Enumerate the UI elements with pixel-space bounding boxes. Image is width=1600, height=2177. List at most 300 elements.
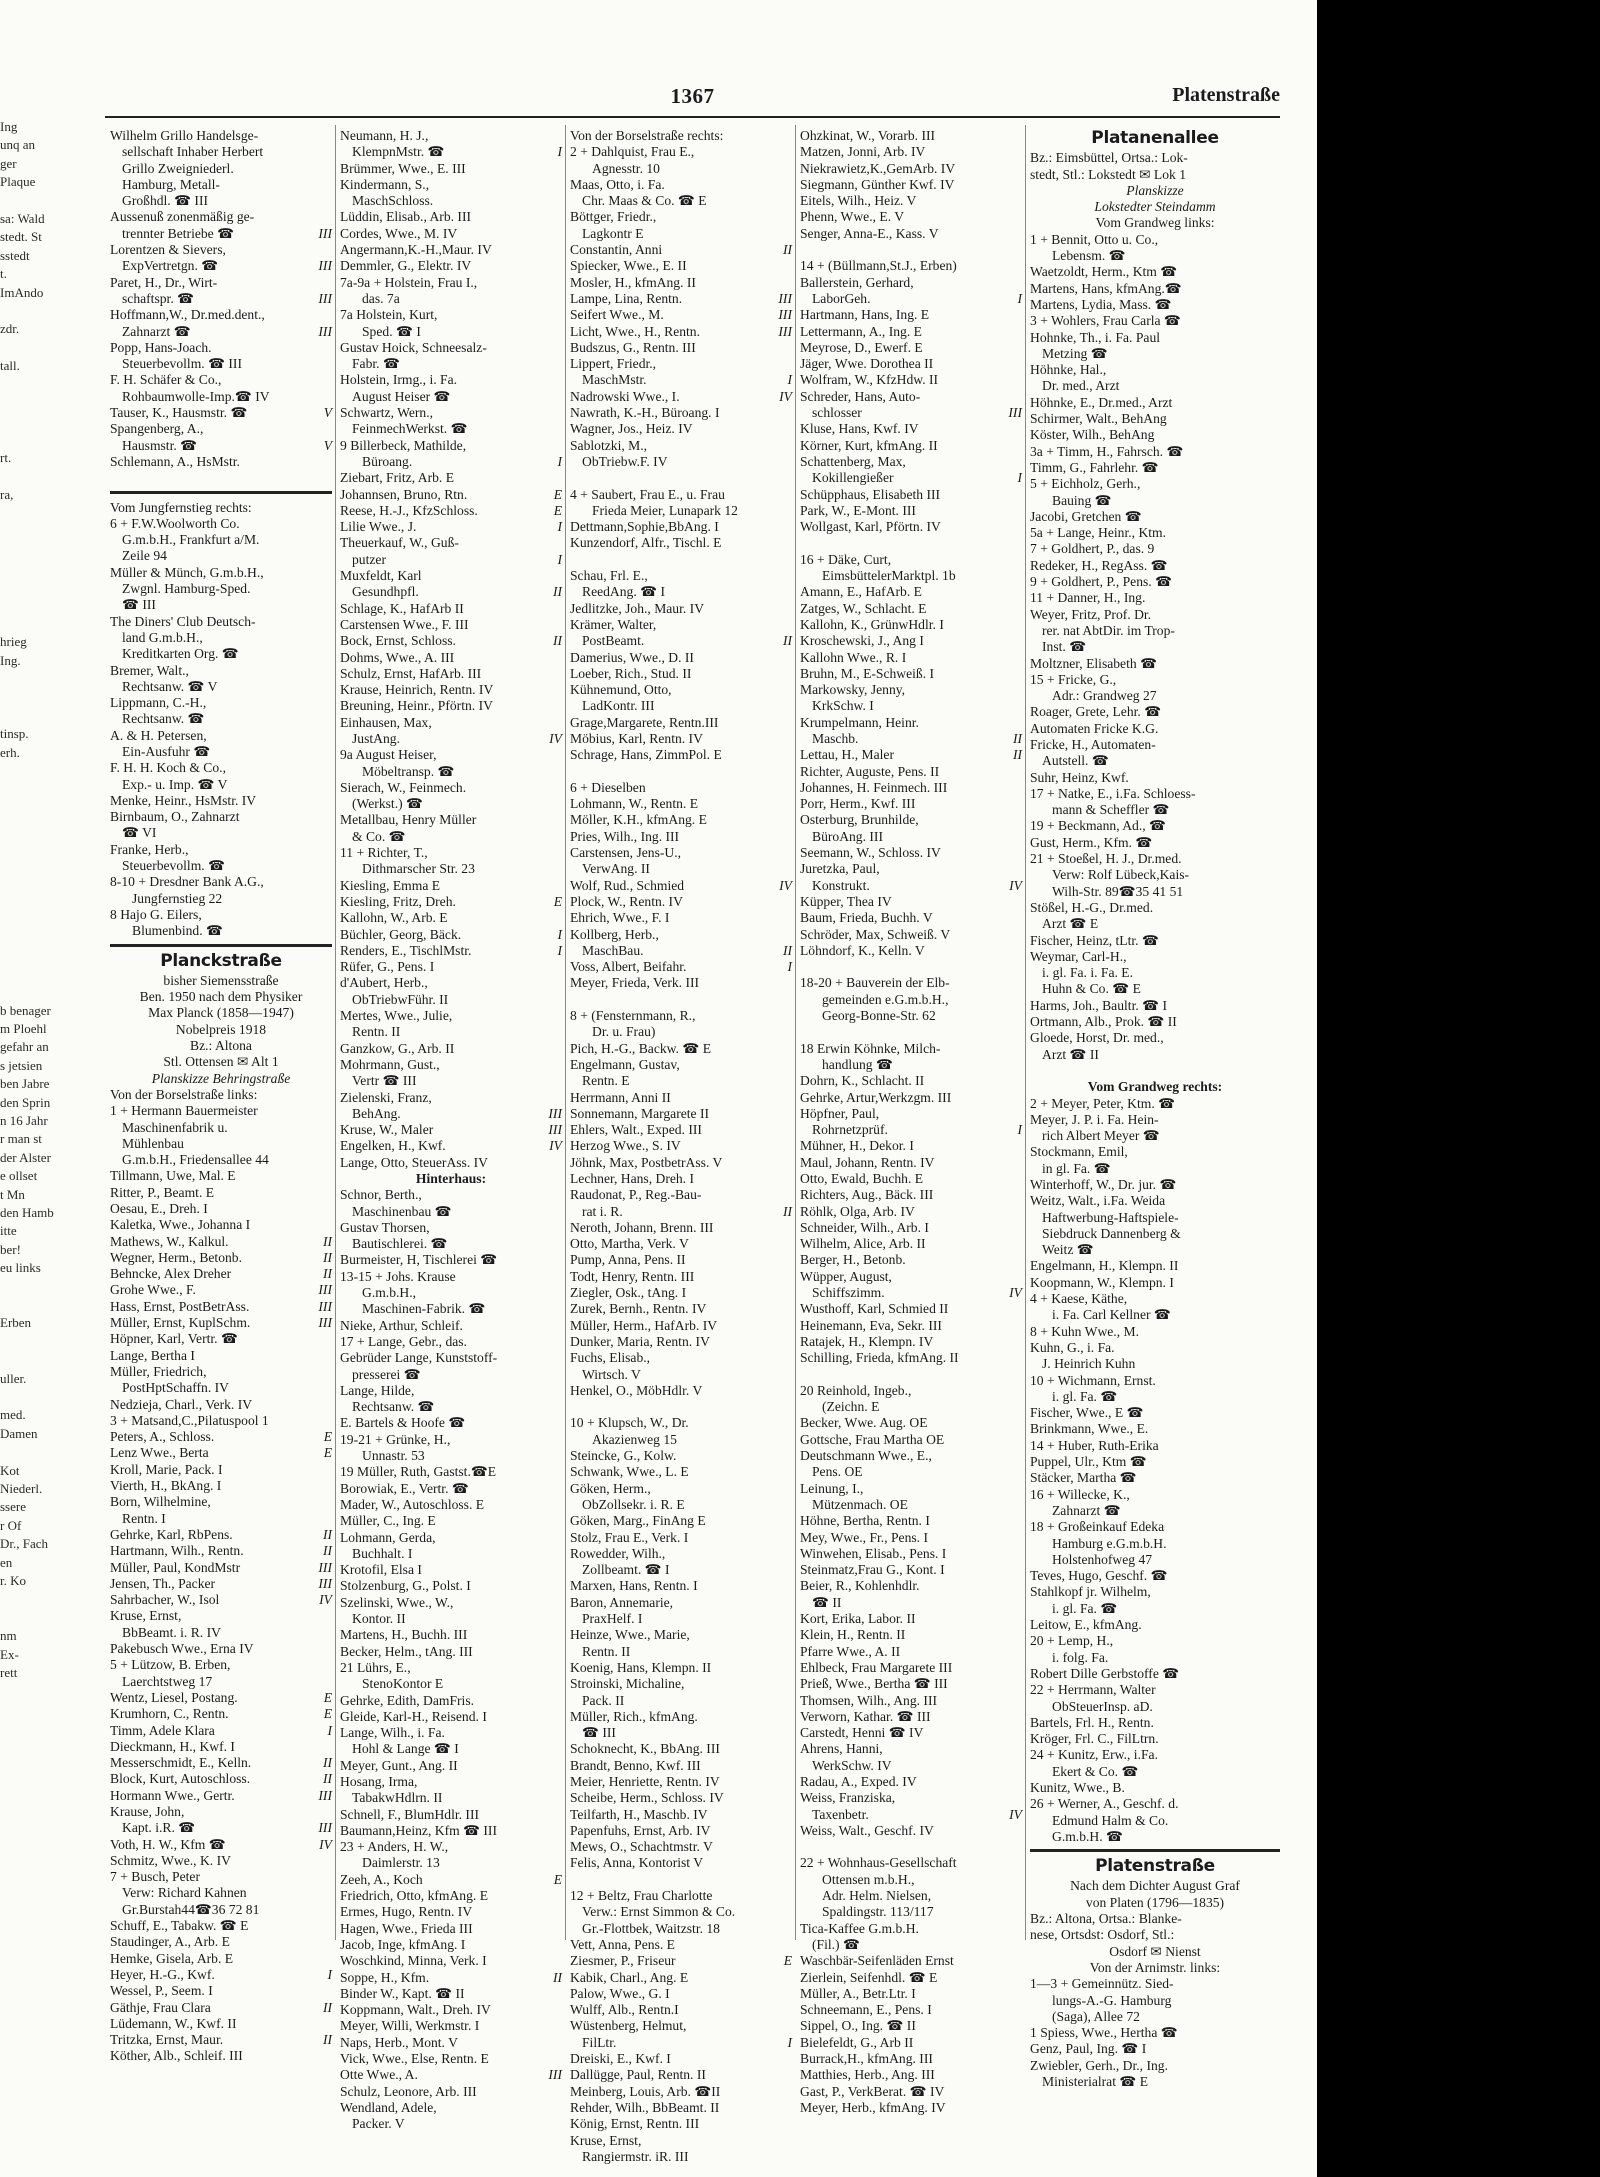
entry-text: Kroschewski, J., Ang I [800, 633, 924, 649]
entry-text: Schneider, Wilh., Arb. I [800, 1219, 929, 1235]
entry-text: Jacobi, Gretchen ☎ [1030, 508, 1142, 524]
entry-text: ☎ VI [122, 825, 157, 841]
margin-fragment: unq an [0, 137, 36, 153]
directory-entry [570, 1350, 792, 1366]
entry-text: Weiss, Walt., Geschf. IV [800, 1822, 934, 1838]
entry-text: Naps, Herb., Mont. V [340, 2034, 458, 2050]
directory-entry [110, 744, 332, 760]
entry-text: presserei ☎ [352, 1366, 421, 1382]
entry-text: Klein, H., Rentn. II [800, 1627, 906, 1643]
entry-text: Winwehen, Elisab., Pens. I [800, 1545, 947, 1561]
directory-entry [800, 1204, 1022, 1220]
entry-text: Stößel, H.-G., Dr.med. [1030, 899, 1154, 915]
entry-text: Otto, Ewald, Buchh. E [800, 1171, 924, 1186]
entry-text: Huhn & Co. ☎ E [1042, 981, 1141, 997]
entry-text: Constantin, Anni [570, 242, 663, 258]
directory-entry [570, 666, 792, 682]
directory-entry [570, 1187, 792, 1203]
directory-entry [800, 438, 1022, 454]
directory-entry [110, 1152, 332, 1168]
entry-text: Meyer, Herb., kfmAng. IV [800, 2099, 946, 2115]
entry-text: Kunitz, Wwe., B. [1030, 1779, 1125, 1795]
directory-entry [800, 1318, 1022, 1334]
entry-text: 15 + Fricke, G., [1030, 671, 1117, 687]
entry-text: Stäcker, Martha ☎ [1030, 1470, 1137, 1486]
entry-text: Pfarre Wwe., A. II [800, 1643, 901, 1659]
entry-text: Wulff, Alb., Rentn.I [570, 2002, 679, 2018]
margin-fragment [0, 799, 70, 817]
directory-entry [1030, 802, 1280, 818]
directory-entry [1030, 1389, 1280, 1405]
margin-fragment [0, 1591, 70, 1609]
page-number: 1367 [670, 84, 715, 108]
entry-text: Weiss, Franziska, [800, 1790, 896, 1806]
directory-entry [800, 1790, 1022, 1806]
directory-entry [1030, 330, 1280, 346]
column-1 [110, 128, 332, 2064]
directory-entry [570, 389, 792, 405]
entry-text: Baumann,Heinz, Kfm ☎ III [340, 1822, 497, 1838]
directory-entry [340, 1595, 562, 1611]
directory-entry [800, 796, 1022, 812]
margin-fragment [0, 1296, 70, 1314]
column-divider [335, 125, 336, 1940]
entry-text: Schlage, K., HafArb II [340, 600, 464, 616]
directory-entry [570, 927, 792, 943]
directory-entry [340, 291, 562, 307]
directory-entry [110, 1478, 332, 1494]
entry-text: Brümmer, Wwe., E. III [340, 160, 466, 176]
directory-entry [800, 764, 1022, 780]
entry-text: Meinberg, Louis, Arb. ☎II [570, 2083, 721, 2099]
directory-entry [800, 845, 1022, 861]
directory-entry [1030, 1617, 1280, 1633]
entry-text: Steuerbevollm. ☎ [122, 858, 226, 874]
directory-entry [800, 1497, 1022, 1513]
directory-entry [110, 454, 332, 470]
entry-text: Autstell. ☎ [1042, 753, 1109, 769]
directory-entry [340, 519, 562, 535]
entry-text: Dallügge, Paul, Rentn. II [570, 2067, 706, 2083]
directory-entry [800, 454, 1022, 470]
entry-text [570, 470, 792, 486]
entry-text: Ehrich, Wwe., F. I [570, 910, 670, 926]
directory-entry [570, 650, 792, 666]
directory-entry [1030, 1568, 1280, 1584]
entry-text: VerwAng. II [582, 861, 650, 877]
directory-entry [110, 973, 332, 989]
directory-entry [1030, 1976, 1280, 1992]
directory-entry [800, 780, 1022, 796]
directory-entry [110, 1494, 332, 1510]
entry-text [110, 470, 332, 486]
directory-entry [110, 144, 332, 160]
directory-entry [570, 470, 792, 486]
entry-text: Bremer, Walt., [110, 662, 189, 678]
entry-text: 19-21 + Grünke, H., [340, 1431, 451, 1447]
directory-entry [570, 1155, 792, 1171]
directory-entry [110, 242, 332, 258]
directory-entry [1030, 688, 1280, 704]
directory-entry [340, 1693, 562, 1709]
floor-marker: III [318, 1559, 332, 1575]
directory-entry [340, 470, 562, 486]
directory-entry [110, 1560, 332, 1576]
entry-text: 18 + Großeinkauf Edeka [1030, 1519, 1165, 1535]
directory-entry [570, 144, 792, 160]
margin-fragment: b benager [0, 1002, 51, 1018]
directory-entry [570, 307, 792, 323]
entry-text: 16 + Willecke, K., [1030, 1486, 1130, 1502]
directory-entry [570, 2149, 792, 2165]
floor-marker: II [322, 1233, 332, 1249]
directory-entry [800, 584, 1022, 600]
directory-entry [570, 1464, 792, 1480]
directory-entry [1030, 1014, 1280, 1030]
entry-text: Baron, Annemarie, [570, 1594, 674, 1610]
entry-text: G.m.b.H., Frankfurt a/M. [122, 532, 260, 548]
directory-entry [570, 2067, 792, 2083]
entry-text: Martens, H., Buchh. III [340, 1627, 468, 1643]
directory-entry [800, 747, 1022, 763]
directory-entry [110, 209, 332, 225]
directory-entry [1030, 1324, 1280, 1340]
entry-text: 5a + Lange, Heinr., Ktm. [1030, 525, 1167, 541]
margin-fragment: den Hamb [0, 1204, 54, 1220]
directory-entry [800, 1024, 1022, 1040]
entry-text: Haftwerbung-Haftspiele- [1042, 1209, 1179, 1225]
entry-text: Weyer, Fritz, Prof. Dr. [1030, 606, 1152, 622]
directory-entry [570, 1937, 792, 1953]
scan-background [1317, 0, 1600, 2177]
directory-entry [110, 1364, 332, 1380]
directory-entry [570, 1611, 792, 1627]
entry-text: 5 + Lützow, B. Erben, [110, 1657, 231, 1673]
entry-text: Zurek, Bernh., Rentn. IV [570, 1301, 707, 1317]
directory-entry [800, 1578, 1022, 1594]
directory-entry [1030, 362, 1280, 378]
floor-marker: II [782, 1203, 792, 1219]
directory-entry [110, 1771, 332, 1787]
entry-text: Löhndorf, K., Kelln. V [800, 942, 925, 958]
entry-text: Messerschmidt, E., Kelln. [110, 1755, 252, 1771]
directory-entry [800, 128, 1022, 144]
entry-text: Nedzieja, Charl., Verk. IV [110, 1396, 253, 1412]
entry-text: Gr.Burstah44☎36 72 81 [122, 1901, 260, 1917]
directory-entry [570, 1285, 792, 1301]
entry-text: Kruse, W., Maler [340, 1122, 434, 1138]
directory-entry [340, 1627, 562, 1643]
directory-entry [1030, 150, 1280, 166]
directory-entry [1030, 1275, 1280, 1291]
directory-entry [1030, 525, 1280, 541]
floor-marker: V [323, 405, 332, 421]
entry-text: Porr, Herm., Kwf. III [800, 796, 916, 812]
directory-entry [110, 1511, 332, 1527]
directory-entry [570, 454, 792, 470]
directory-entry [570, 1367, 792, 1383]
directory-entry [570, 601, 792, 617]
directory-entry [110, 1902, 332, 1918]
entry-text: Metallbau, Henry Müller [340, 812, 477, 828]
directory-entry [110, 1641, 332, 1657]
entry-text: Birnbaum, O., Zahnarzt [110, 809, 240, 825]
entry-text: Lohmann, W., Rentn. E [570, 796, 698, 812]
directory-entry [800, 1448, 1022, 1464]
entry-text: Steinmatz,Frau G., Kont. I [800, 1562, 945, 1578]
entry-text: stedt, Stl.: Lokstedt ✉ Lok 1 [1030, 166, 1187, 182]
directory-entry [570, 1269, 792, 1285]
directory-entry [110, 728, 332, 744]
entry-text: das. 7a [362, 290, 400, 306]
entry-text: Cordes, Wwe., M. IV [340, 225, 458, 241]
entry-text: Breuning, Heinr., Pförtn. IV [340, 698, 493, 714]
entry-text: Gesundhpfl. [352, 584, 419, 600]
entry-text: Gehrke, Artur,Werkzgm. III [800, 1089, 952, 1105]
entry-text: Meier, Henriette, Rentn. IV [570, 1773, 720, 1789]
directory-entry [1030, 1813, 1280, 1829]
directory-entry [110, 1397, 332, 1413]
entry-text: Heinze, Wwe., Marie, [570, 1627, 690, 1643]
entry-text: Demmler, G., Elektr. IV [340, 258, 472, 274]
directory-entry [340, 2051, 562, 2067]
entry-text: F. H. H. Koch & Co., [110, 760, 226, 776]
entry-text: Röhlk, Olga, Arb. IV [800, 1203, 915, 1219]
margin-fragment [0, 1333, 70, 1351]
entry-text: Sahrbacher, W., Isol [110, 1592, 220, 1608]
directory-entry [570, 1220, 792, 1236]
floor-marker: I [557, 144, 562, 160]
directory-entry [1030, 900, 1280, 916]
margin-fragment [0, 1443, 70, 1461]
margin-fragment [0, 946, 70, 964]
directory-entry [800, 1823, 1022, 1839]
entry-text: Engelmann, Gustav, [570, 1056, 680, 1072]
directory-entry [340, 617, 562, 633]
entry-text: Wirtsch. V [582, 1366, 641, 1382]
directory-entry [340, 861, 562, 877]
entry-text: Ballerstein, Gerhard, [800, 274, 914, 290]
directory-entry [1030, 1829, 1280, 1845]
directory-entry [110, 1934, 332, 1950]
entry-text: Kiesling, Emma E [340, 877, 441, 893]
directory-entry [1030, 199, 1280, 215]
directory-entry [110, 777, 332, 793]
entry-text: Loeber, Rich., Stud. II [570, 665, 692, 681]
directory-entry [1030, 1454, 1280, 1470]
directory-entry [570, 617, 792, 633]
margin-fragment: ben Jabre [0, 1076, 50, 1092]
entry-text: Mützenmach. OE [812, 1496, 908, 1512]
entry-text: Lenz Wwe., Berta [110, 1445, 209, 1461]
directory-entry [340, 1530, 562, 1546]
directory-entry [570, 209, 792, 225]
entry-text: Matthies, Herb., Ang. III [800, 2067, 935, 2083]
directory-entry [570, 1236, 792, 1252]
column-divider [1025, 125, 1026, 1940]
floor-marker: IV [1009, 1806, 1022, 1822]
entry-text: Sippel, O., Ing. ☎ II [800, 2018, 916, 2034]
margin-fragment [0, 505, 70, 523]
directory-entry [340, 959, 562, 975]
entry-text: Zielenski, Franz, [340, 1089, 432, 1105]
directory-entry [1030, 623, 1280, 639]
directory-entry [1030, 818, 1280, 834]
directory-entry [340, 1122, 562, 1138]
directory-entry [800, 1970, 1022, 1986]
directory-entry [340, 1774, 562, 1790]
directory-entry [800, 1415, 1022, 1431]
directory-entry [570, 878, 792, 894]
directory-entry [110, 1038, 332, 1054]
directory-entry [1030, 1764, 1280, 1780]
directory-entry [110, 760, 332, 776]
directory-entry [340, 812, 562, 828]
entry-text: Dithmarscher Str. 23 [362, 861, 475, 877]
directory-entry [800, 1057, 1022, 1073]
directory-entry [800, 503, 1022, 519]
directory-entry [110, 923, 332, 939]
directory-entry [1030, 378, 1280, 394]
directory-entry [340, 1073, 562, 1089]
entry-text: Osterburg, Brunhilde, [800, 812, 919, 828]
entry-text: Krämer, Walter, [570, 616, 657, 632]
directory-entry [800, 601, 1022, 617]
entry-text: Gleide, Karl-H., Reisend. I [340, 1708, 487, 1724]
entry-text: Schüpphaus, Elisabeth III [800, 486, 941, 502]
directory-entry [110, 842, 332, 858]
directory-entry [1030, 770, 1280, 786]
directory-entry [570, 1497, 792, 1513]
entry-text: Sablotzki, M., [570, 437, 648, 453]
margin-fragment: ssere [0, 1499, 26, 1515]
entry-text: Ehlers, Walt., Exped. III [570, 1122, 702, 1138]
entry-text: Ziesmer, P., Friseur [570, 1953, 676, 1969]
entry-text: i. Fa. Carl Kellner ☎ [1052, 1307, 1171, 1323]
entry-text: Rechtsanw. ☎ [122, 711, 205, 727]
floor-marker: II [322, 2032, 332, 2048]
directory-entry [570, 1138, 792, 1154]
entry-text [1030, 1063, 1280, 1079]
directory-entry [110, 2000, 332, 2016]
entry-text: Kaletka, Wwe., Johanna I [110, 1217, 251, 1233]
floor-marker: II [322, 1999, 332, 2015]
entry-text: nese, Ortsdst: Osdorf, Stl.: [1030, 1927, 1175, 1943]
entry-text: Schwartz, Wern., [340, 405, 434, 421]
entry-text: Gust, Herm., Kfm. ☎ [1030, 834, 1153, 850]
entry-text: Bz.: Altona, Ortsa.: Blanke- [1030, 1911, 1182, 1927]
entry-text: Licht, Wwe., H., Rentn. [570, 323, 700, 339]
directory-entry [110, 825, 332, 841]
directory-entry [570, 861, 792, 877]
entry-text: ExpVertretgn. ☎ [122, 258, 219, 274]
entry-text: Koenig, Hans, Klempn. II [570, 1659, 712, 1675]
entry-text: Leinung, I., [800, 1480, 864, 1496]
directory-entry [1030, 1796, 1280, 1812]
margin-fragment: sstedt [0, 247, 30, 263]
entry-text: Hagen, Wwe., Frieda III [340, 1920, 473, 1936]
entry-text: Wessel, P., Seem. I [110, 1983, 213, 1999]
directory-entry [340, 177, 562, 193]
directory-entry [570, 438, 792, 454]
entry-text: Lokstedter Steindamm [1094, 199, 1216, 215]
directory-entry [340, 1758, 562, 1774]
directory-entry [570, 682, 792, 698]
entry-text: Verw: Richard Kahnen [122, 1885, 247, 1901]
directory-entry [110, 1951, 332, 1967]
entry-text: 7 + Goldhert, P., das. 9 [1030, 541, 1155, 557]
directory-entry [800, 2035, 1022, 2051]
directory-entry [800, 1660, 1022, 1676]
margin-fragment [0, 1351, 70, 1369]
margin-fragment [0, 615, 70, 633]
directory-entry [800, 1252, 1022, 1268]
margin-fragment: r. Ko [0, 1573, 26, 1589]
entry-text: Krumhorn, C., Rentn. [110, 1706, 229, 1722]
entry-text: Schulz, Leonore, Arb. III [340, 2083, 477, 2099]
directory-entry [1030, 1307, 1280, 1323]
directory-entry [570, 796, 792, 812]
directory-entry [1030, 704, 1280, 720]
entry-text: Schwank, Wwe., L. E [570, 1464, 689, 1480]
entry-text: 3a + Timm, H., Fahrsch. ☎ [1030, 443, 1184, 459]
directory-entry [110, 1005, 332, 1021]
directory-entry [1030, 1878, 1280, 1894]
directory-entry [340, 715, 562, 731]
entry-text: Adr. Helm. Nielsen, [822, 1888, 932, 1904]
entry-text: Kuhn, G., i. Fa. [1030, 1339, 1115, 1355]
directory-entry [110, 1885, 332, 1901]
directory-entry [570, 1041, 792, 1057]
floor-marker: I [327, 1966, 332, 1982]
directory-entry [110, 161, 332, 177]
directory-entry [570, 1953, 792, 1969]
entry-text: 9 + Goldhert, P., Pens. ☎ [1030, 574, 1173, 590]
entry-text: A. & H. Petersen, [110, 727, 207, 743]
entry-text: 20 + Lemp, H., [1030, 1633, 1114, 1649]
directory-entry [340, 2100, 562, 2116]
directory-entry [800, 1171, 1022, 1187]
entry-text: Schilling, Frieda, kfmAng. II [800, 1350, 959, 1366]
entry-text: Jäger, Wwe. Dorothea II [800, 356, 934, 372]
entry-text: Böttger, Friedr., [570, 209, 657, 225]
directory-entry [1030, 1911, 1280, 1927]
floor-marker: III [548, 2067, 562, 2083]
directory-entry [340, 503, 562, 519]
directory-entry [570, 372, 792, 388]
entry-text: Heyer, H.-G., Kwf. [110, 1966, 215, 1982]
directory-entry [570, 193, 792, 209]
directory-entry [1030, 1487, 1280, 1503]
entry-text: Höhne, Bertha, Rentn. I [800, 1513, 930, 1529]
directory-entry [340, 1269, 562, 1285]
directory-entry [800, 878, 1022, 894]
directory-entry [570, 1106, 792, 1122]
directory-entry [1030, 1731, 1280, 1747]
entry-text: E. Bartels & Hoofe ☎ [340, 1415, 466, 1431]
directory-entry [800, 1301, 1022, 1317]
directory-entry [340, 275, 562, 291]
margin-fragment [0, 965, 70, 983]
directory-entry [570, 731, 792, 747]
entry-text: Lagkontr E [582, 225, 644, 241]
entry-text: 19 Müller, Ruth, Gastst.☎E [340, 1464, 497, 1480]
directory-entry [110, 1690, 332, 1706]
directory-entry [800, 1741, 1022, 1757]
entry-text: ☎ II [812, 1594, 842, 1610]
entry-text: Timm, Adele Klara [110, 1722, 215, 1738]
entry-text: Engelken, H., Kwf. [340, 1138, 446, 1154]
